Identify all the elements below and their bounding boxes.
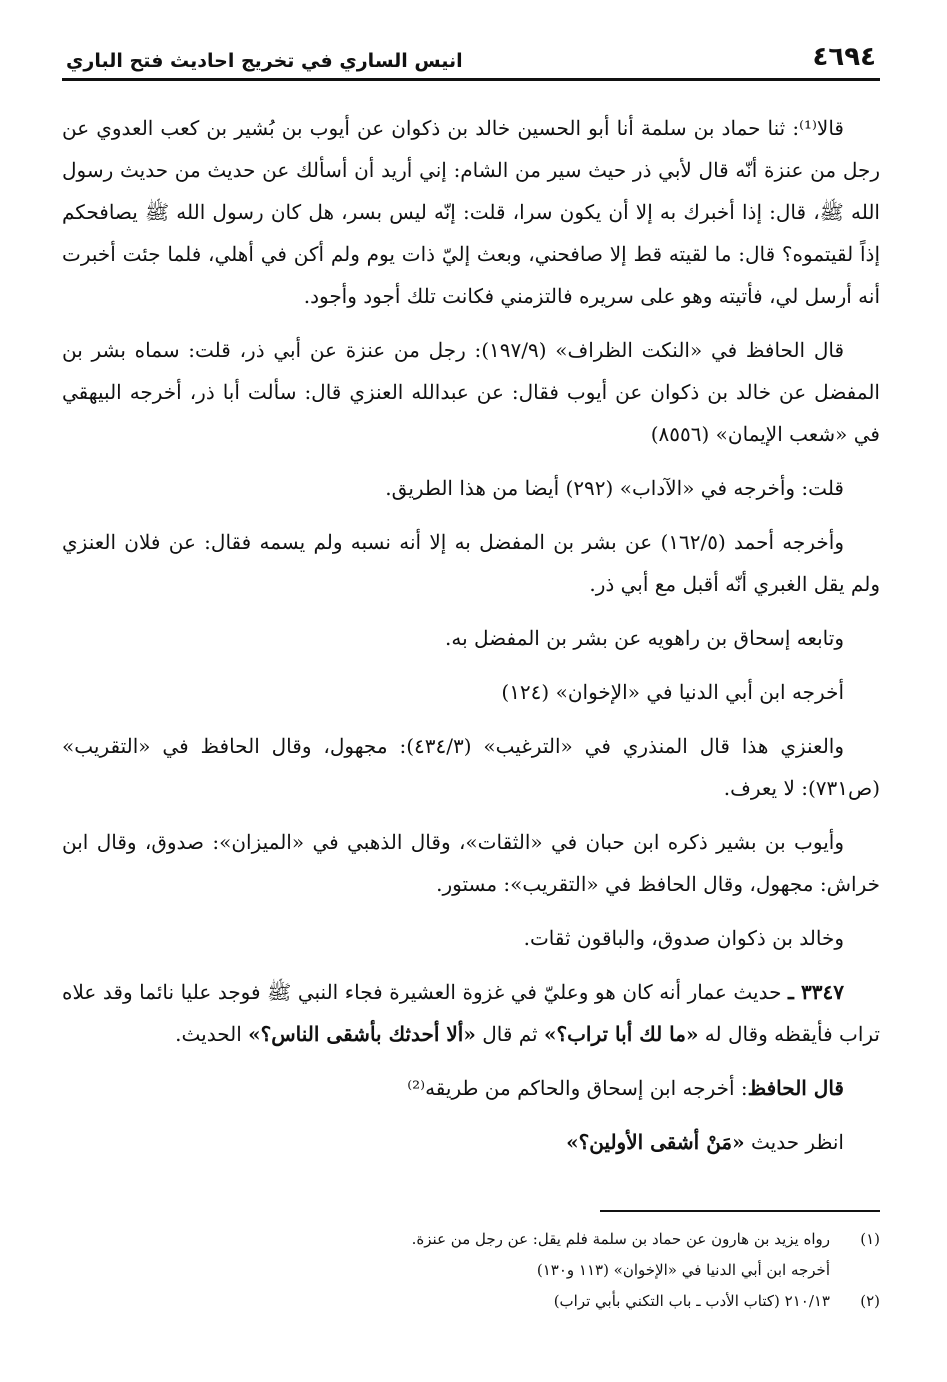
paragraph: أخرجه ابن أبي الدنيا في «الإخوان» (١٢٤) [501, 680, 844, 704]
book-page [62, 32, 880, 1175]
see-also-text: انظر حديث [744, 1130, 844, 1154]
paragraph: وأخرجه أحمد (١٦٢/٥) عن بشر بن المفضل به إلا أنه نسبه ولم يسمه فقال: عن فلان العنزي ولم يقل الغبري أنّه أقبل مع أبي ذر. [62, 530, 880, 596]
see-also [62, 1121, 880, 1163]
paragraph: قال الحافظ في «النكت الظراف» (١٩٧/٩): رجل من عنزة عن أبي ذر، قلت: سماه بشر بن المفضل عن خالد بن ذكوان عن أيوب فقال: عن عبدالله العنزي قال: سألت أبا ذر، أخرجه البيهقي في «شعب الإيمان» (٨٥٥٦) [62, 338, 880, 446]
footnote-text: أخرجه ابن أبي الدنيا في «الإخوان» (١١٣ و١٣٠) [536, 1261, 830, 1279]
paragraph: وتابعه إسحاق بن راهويه عن بشر بن المفضل به. [445, 626, 844, 650]
hadith-entry [62, 971, 880, 1055]
hadith-text: حديث عمار أنه كان هو وعليّ في غزوة العشيرة فجاء النبي ﷺ فوجد عليا نائما وقد علاه تراب فأيقظه وقال له [62, 980, 880, 1046]
page-number: ٤٦٩٤ [812, 42, 876, 72]
footnote [62, 1286, 880, 1317]
paragraph: والعنزي هذا قال المنذري في «الترغيب» (٤٣٤/٣): مجهول، وقال الحافظ في «التقريب» (ص٧٣١): لا يعرف. [62, 734, 880, 800]
paragraph: وأيوب بن بشير ذكره ابن حبان في «الثقات»، وقال الذهبي في «الميزان»: صدوق، وقال ابن خراش: مجهول، وقال الحافظ في «التقريب»: مستور. [62, 830, 880, 896]
hadith-quote: «ما لك أبا تراب؟» [543, 1022, 699, 1046]
hafiz-text: : أخرجه ابن إسحاق والحاكم من طريقه [425, 1076, 748, 1100]
footnote-text: رواه يزيد بن هارون عن حماد بن سلمة فلم يقل: عن رجل من عنزة. [411, 1230, 830, 1248]
footnote-divider [600, 1210, 880, 1212]
hafiz-label: قال الحافظ [747, 1076, 844, 1100]
footnotes [62, 1210, 880, 1317]
paragraph: قلت: وأخرجه في «الآداب» (٢٩٢) أيضا من هذا الطريق. [385, 476, 844, 500]
hadith-number: ٣٣٤٧ ـ [788, 980, 844, 1004]
see-also-hadith: «مَنْ أشقى الأولين؟» [566, 1130, 745, 1154]
paragraph: قالا⁽¹⁾: ثنا حماد بن سلمة أنا أبو الحسين خالد بن ذكوان عن أيوب بن بُشير بن كعب العدوي عن رجل من عنزة أنّه قال لأبي ذر حيث سير من الشام: إني أريد أن أسألك عن حديث من حديث رسول الله ﷺ، قال: إذا أخبرك به إلا أن يكون سرا، قلت: إنّه ليس بسر، هل كان رسول الله ﷺ يصافحكم إذاً لقيتموه؟ قال: ما لقيته قط إلا صافحني، وبعث إليّ ذات يوم ولم أكن في أهلي، فلما جئت أخبرت أنه أرسل لي، فأتيته وهو على سريره فالتزمني فكانت تلك أجود وأجود. [62, 116, 880, 308]
hadith-quote: «ألا أحدثك بأشقى الناس؟» [248, 1022, 476, 1046]
footnote-number [830, 1255, 880, 1286]
footnote-text: ٢١٠/١٣ (كتاب الأدب ـ باب التكني بأبي تراب) [553, 1292, 830, 1310]
book-title: انيس الساري في تخريج احاديث فتح الباري [66, 50, 463, 72]
footnote-number: (٢) [860, 1292, 880, 1310]
page-body [62, 107, 880, 1163]
page-header [62, 32, 880, 81]
hadith-text-mid: ثم قال [475, 1022, 544, 1046]
hadith-text-end: الحديث. [175, 1022, 249, 1046]
paragraph: وخالد بن ذكوان صدوق، والباقون ثقات. [523, 926, 844, 950]
footnote-ref: ⁽²⁾ [407, 1076, 426, 1100]
footnote [62, 1224, 880, 1255]
footnote-number: (١) [860, 1230, 880, 1248]
footnote [62, 1255, 880, 1286]
hafiz-note [62, 1067, 880, 1109]
